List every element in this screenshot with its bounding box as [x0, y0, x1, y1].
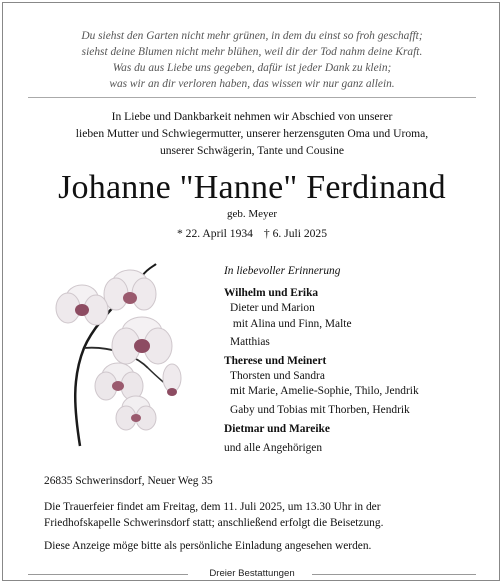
deceased-name: Johanne "Hanne" Ferdinand: [58, 169, 446, 206]
intro-line: unserer Schwägerin, Tante und Cousine: [159, 144, 345, 157]
mourners-list: [224, 264, 494, 456]
service-line: Friedhofskapelle Schwerinsdorf statt; anschließend erfolgt die Beisetzung.: [44, 516, 384, 529]
family-member: mit Marie, Amelie-Sophie, Thilo, Jendrik: [230, 385, 419, 398]
orchid-image: [38, 258, 198, 448]
footer: [0, 567, 504, 581]
poem-line: was wir an dir verloren haben, das wissen wir nur ganz allein.: [109, 78, 395, 90]
funeral-home-name: Dreier Bestattungen: [209, 568, 295, 579]
orchid-flower: [95, 363, 143, 400]
poem-line: siehst deine Blumen nicht mehr blühen, weil dir der Tod nahm deine Kraft.: [81, 46, 423, 58]
family-member: Matthias: [230, 335, 270, 348]
family-member: Gaby und Tobias mit Thorben, Hendrik: [230, 403, 410, 416]
intro-line: In Liebe und Dankbarkeit nehmen wir Abschied von unserer: [111, 110, 393, 123]
family-head: Therese und Meinert: [224, 355, 327, 368]
intro-line: lieben Mutter und Schwiegermutter, unserer herzensguten Oma und Uroma,: [75, 127, 429, 140]
orchid-flower: [56, 285, 108, 325]
footer-rule: [312, 574, 476, 575]
poem-line: Du siehst den Garten nicht mehr grünen, in dem du einst so froh geschafft;: [81, 30, 423, 42]
home-address: 26835 Schwerinsdorf, Neuer Weg 35: [44, 475, 213, 487]
divider: [28, 97, 476, 98]
orchid-flower: [112, 317, 172, 364]
orchid-flower: [116, 396, 156, 430]
service-line: Die Trauerfeier findet am Freitag, dem 11. Juli 2025, um 13.30 Uhr in der: [44, 501, 381, 513]
invitation-note: Diese Anzeige möge bitte als persönliche Einladung angesehen werden.: [44, 540, 372, 552]
orchid-flower: [163, 364, 181, 396]
life-dates: [0, 226, 504, 241]
death-date: † 6. Juli 2025: [263, 227, 328, 240]
family-head: Wilhelm und Erika: [224, 287, 319, 300]
family-head: Dietmar und Mareike: [224, 422, 330, 435]
farewell-intro: [0, 108, 504, 159]
orchid-flower: [104, 270, 156, 310]
family-member: mit Alina und Finn, Malte: [230, 317, 352, 330]
memory-heading: In liebevoller Erinnerung: [224, 265, 341, 277]
family-member: Thorsten und Sandra: [230, 370, 325, 383]
memorial-poem: [0, 28, 504, 92]
poem-line: Was du aus Liebe uns gegeben, dafür ist jeder Dank zu klein;: [112, 62, 392, 74]
family-member: Dieter und Marion: [230, 302, 315, 315]
birth-name: geb. Meyer: [226, 208, 278, 220]
closing-line: und alle Angehörigen: [224, 442, 323, 455]
birth-date: * 22. April 1934: [176, 227, 253, 240]
funeral-service-info: [44, 500, 474, 531]
